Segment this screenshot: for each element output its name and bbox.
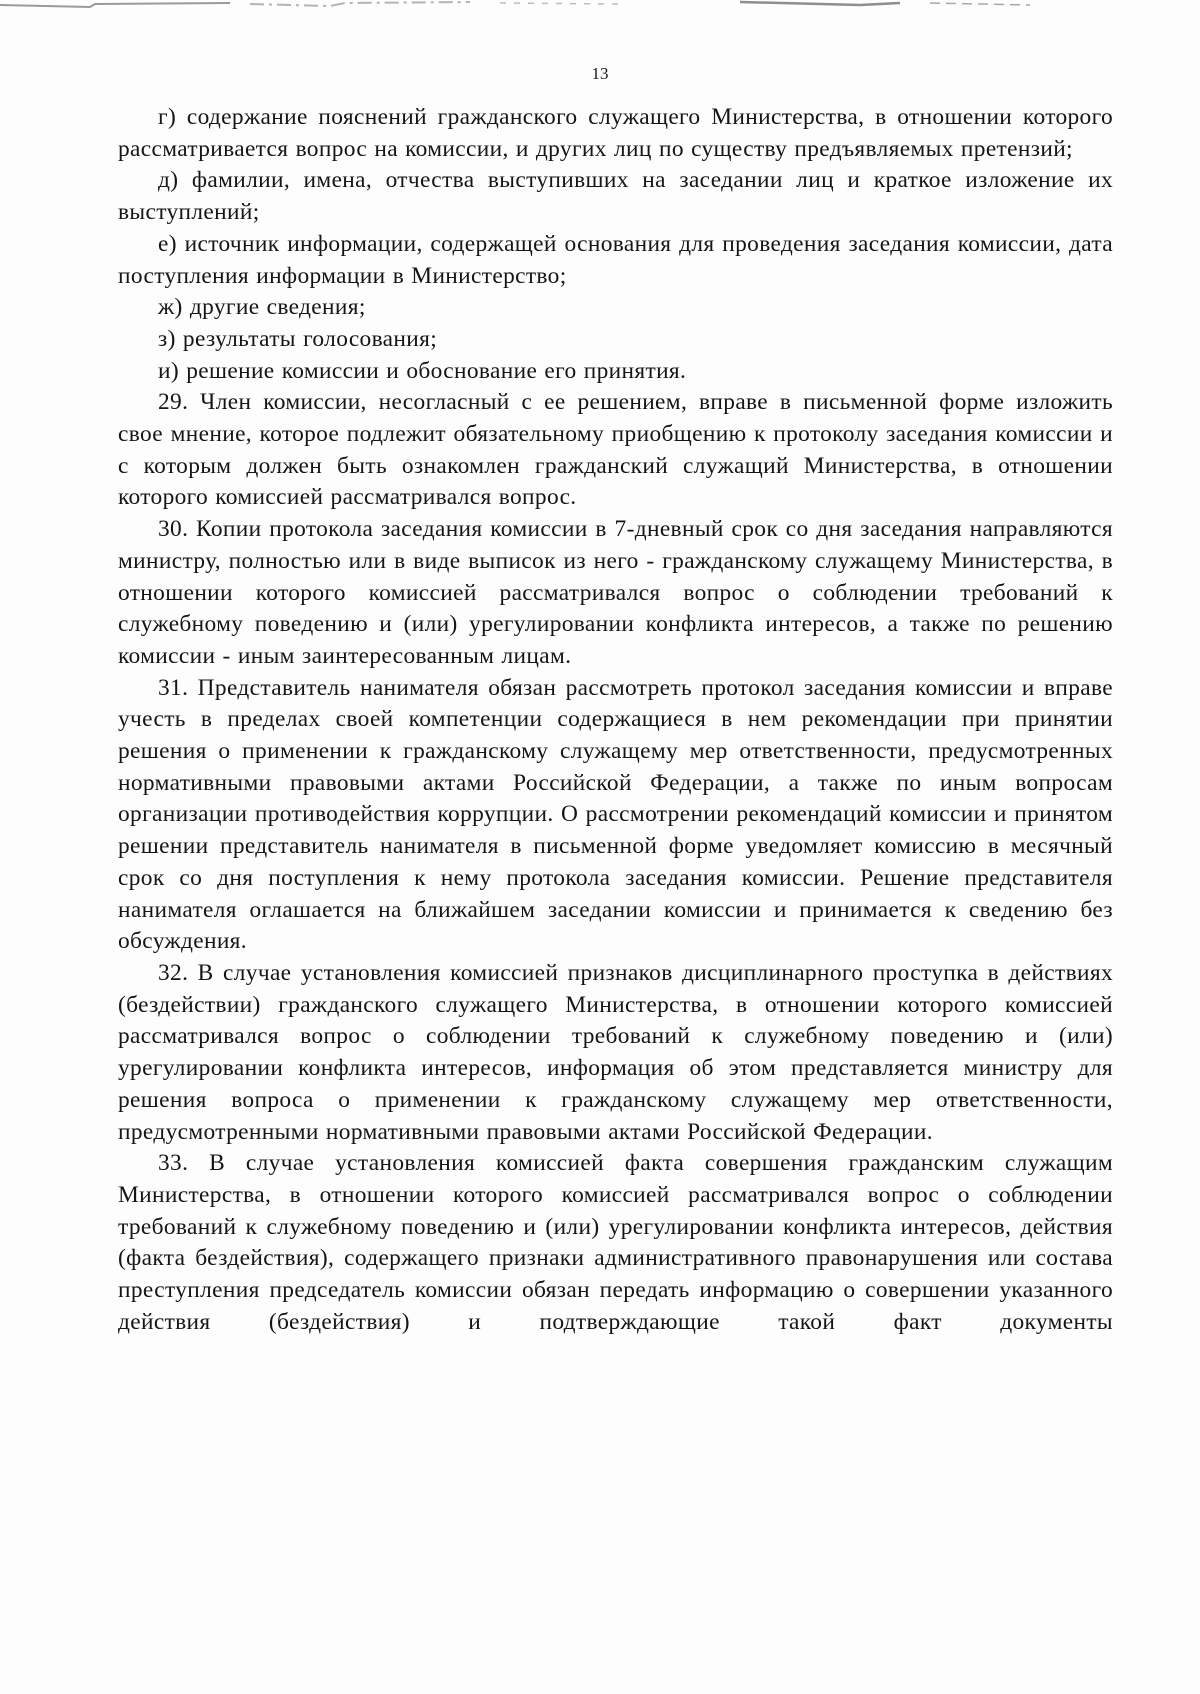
paragraph-33: 33. В случае установления комиссией факта совершения гражданским служащим Министерства, в отношении которого комиссией рассматривался вопрос о соблюдении требований к служебному поведению и (или) урегулировании конфликта интересов, действия (факта бездействия), содержащего признаки административного правонарушения или состава преступления председатель комиссии обязан передать информацию о совершении указанного действия (бездействия) и подтверждающие такой факт документы	[118, 1150, 1113, 1335]
scan-edge-artifact	[0, 0, 1200, 14]
paragraph-item-g: г) содержание пояснений гражданского служащего Министерства, в отношении которого рассматривается вопрос на комиссии, и других лиц по существу предъявляемых претензий;	[118, 104, 1113, 162]
paragraph-item-d: д) фамилии, имена, отчества выступивших на заседании лиц и краткое изложение их выступлений;	[118, 167, 1113, 226]
paragraph-30: 30. Копии протокола заседания комиссии в 7-дневный срок со дня заседания направляются министру, полностью или в виде выписок из него - гражданскому служащему Министерства, в отношении которого комиссией рассматривался вопрос о соблюдении требований к служебному поведению и (или) урегулировании конфликта интересов, а также по решению комиссии - иным заинтересованным лицам.	[118, 516, 1113, 669]
page-number: 13	[591, 64, 609, 83]
paragraph-item-zh: ж) другие сведения;	[158, 294, 366, 321]
document-body	[118, 102, 1113, 1338]
paragraph-item-z: з) результаты голосования;	[158, 325, 438, 352]
paragraph-item-e: е) источник информации, содержащей основания для проведения заседания комиссии, дата поступления информации в Министерство;	[118, 230, 1113, 289]
paragraph-31: 31. Представитель нанимателя обязан рассмотреть протокол заседания комиссии и вправе учесть в пределах своей компетенции содержащиеся в нем рекомендации при принятии решения о применении к гражданскому служащему мер ответственности, предусмотренных нормативными правовыми актами Российской Федерации, а также по иным вопросам организации противодействия коррупции. О рассмотрении рекомендаций комиссии и принятом решении представитель нанимателя в письменной форме уведомляет комиссию в месячный срок со дня поступления к нему протокола заседания комиссии. Решение представителя нанимателя оглашается на ближайшем заседании комиссии и принимается к сведению без обсуждения.	[118, 674, 1113, 955]
paragraph-29: 29. Член комиссии, несогласный с ее решением, вправе в письменной форме изложить свое мнение, которое подлежит обязательному приобщению к протоколу заседания комиссии и с которым должен быть ознакомлен гражданский служащий Министерства, в отношении которого комиссией рассматривался вопрос.	[118, 389, 1113, 511]
paragraph-item-i: и) решение комиссии и обоснование его принятия.	[158, 357, 687, 384]
paragraph-32: 32. В случае установления комиссией признаков дисциплинарного проступка в действиях (бездействии) гражданского служащего Министерства, в отношении которого комиссией рассматривался вопрос о соблюдении требований к служебному поведению и (или) урегулировании конфликта интересов, информация об этом представляется министру для решения вопроса о применении к гражданскому служащему мер ответственности, предусмотренными нормативными правовыми актами Российской Федерации.	[118, 959, 1113, 1145]
